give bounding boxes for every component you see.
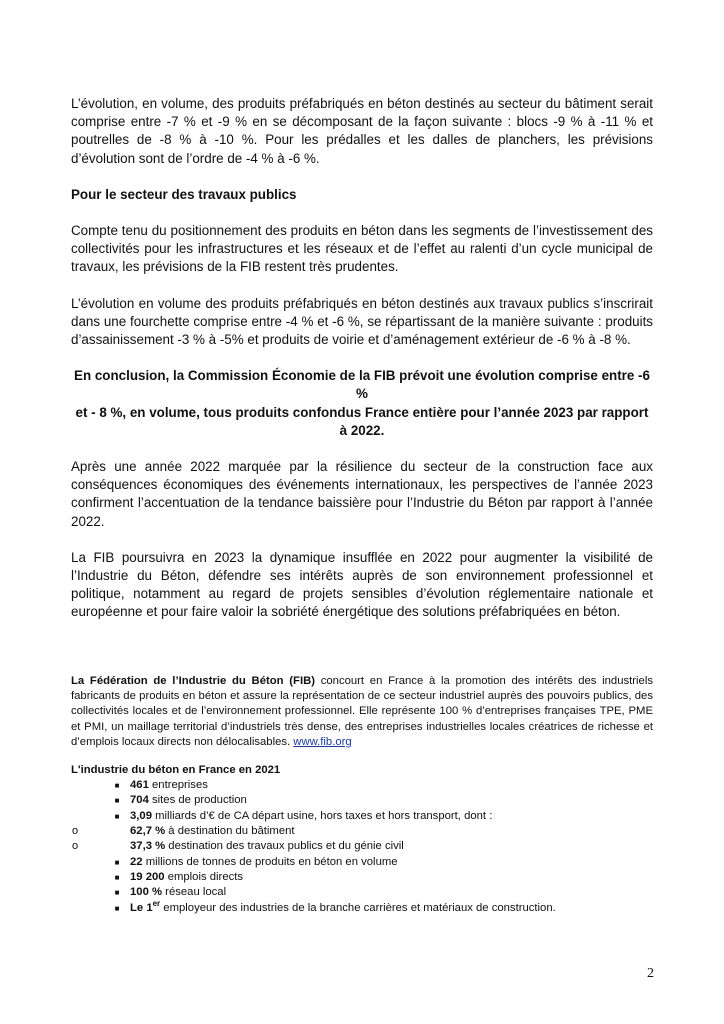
stats-subitem: o 37,3 % destination des travaux publics et du génie civil [71, 839, 653, 854]
conclusion-line-2: et - 8 %, en volume, tous produits confondus France entière pour l’année 2023 par rapport à 2022. [75, 404, 649, 438]
paragraph-dynamique: La FIB poursuivra en 2023 la dynamique insufflée en 2022 pour augmenter la visibilité de l’Industrie du Béton, défendre ses intérêts auprès de son environnement professionnel et politique, notamment au regard de projets sensibles d’évolution réglementaire nationale et européenne et pour faire valoir la sobriété énergétique des solutions préfabriquées en béton. [71, 549, 653, 620]
paragraph-batiment: L’évolution, en volume, des produits préfabriqués en béton destinés au secteur du bâtiment serait comprise entre -7 % et -9 % en se décomposant de la façon suivante : blocs -9 % à -11 % et poutrelles de -8 % à -10 %. Pour les prédalles et les dalles de planchers, les prévisions d’évolution sont de l’ordre de -4 % à -6 %. [71, 96, 653, 166]
about-org-name: La Fédération de l’Industrie du Béton (FIB) [71, 674, 315, 687]
stats-list [71, 778, 653, 916]
fib-website-link[interactable]: www.fib.org [293, 735, 352, 748]
heading-travaux-publics: Pour le secteur des travaux publics [71, 186, 297, 202]
stats-title: L'industrie du béton en France en 2021 [71, 764, 281, 777]
stats-item: ■ 704 sites de production [71, 793, 653, 808]
square-bullet-icon [110, 870, 124, 885]
stats-item: ■ 22 millions de tonnes de produits en béton en volume [71, 855, 653, 870]
circle-bullet-icon [68, 824, 82, 839]
square-bullet-icon [110, 901, 124, 916]
paragraph-collectivites: Compte tenu du positionnement des produits en béton dans les segments de l’investissement des collectivités pour les infrastructures et les réseaux et de l’effet au ralenti d’un cycle municipal de travaux, les prévisions de la FIB restent très prudentes. [71, 223, 653, 275]
stats-subitem: o 62,7 % à destination du bâtiment [71, 824, 653, 839]
stats-item: ■ Le 1er employeur des industries de la branche carrières et matériaux de construction. [71, 901, 653, 916]
about-text: concourt en France à la promotion des intérêts des industriels fabricants de produits en béton et assure la représentation de ce secteur industriel auprès des pouvoirs publics, des collectivités locales et de l’environnement professionnel. Elle représente 100 % d’entreprises françaises TPE, PME et PMI, un maillage territorial d’industriels très dense, des entreprises industrielles locales créatrices de richesse et d’emplois locaux directs non délocalisables. [71, 674, 653, 748]
stats-item: ■ 19 200 emplois directs [71, 870, 653, 885]
conclusion-block [71, 367, 653, 440]
square-bullet-icon [110, 793, 124, 808]
square-bullet-icon [110, 885, 124, 900]
square-bullet-icon [110, 809, 124, 824]
square-bullet-icon [110, 855, 124, 870]
square-bullet-icon [110, 778, 124, 793]
about-fib [71, 674, 653, 750]
paragraph-travaux-publics: L’évolution en volume des produits préfabriqués en béton destinés aux travaux publics s’inscrirait dans une fourchette comprise entre -4 % et -6 %, se répartissant de la manière suivante : produits d’assainissement -3 % à -5% et produits de voirie et d’aménagement extérieur de -6 % à -8 %. [71, 295, 653, 348]
stats-item: ■ 100 % réseau local [71, 885, 653, 900]
conclusion-line-1: En conclusion, la Commission Économie de la FIB prévoit une évolution comprise entre -6 % [74, 368, 650, 402]
stats-item: ■ 461 entreprises [71, 778, 653, 793]
page-number: 2 [647, 966, 654, 981]
stats-item: ■ 3,09 milliards d’€ de CA départ usine, hors taxes et hors transport, dont : [71, 809, 653, 824]
circle-bullet-icon [68, 839, 82, 854]
paragraph-resilience: Après une année 2022 marquée par la résilience du secteur de la construction face aux conséquences économiques des événements internationaux, les perspectives de l’année 2023 confirment l’accentuation de la tendance baissière pour l’Industrie du Béton par rapport à l’année 2022. [71, 459, 653, 529]
